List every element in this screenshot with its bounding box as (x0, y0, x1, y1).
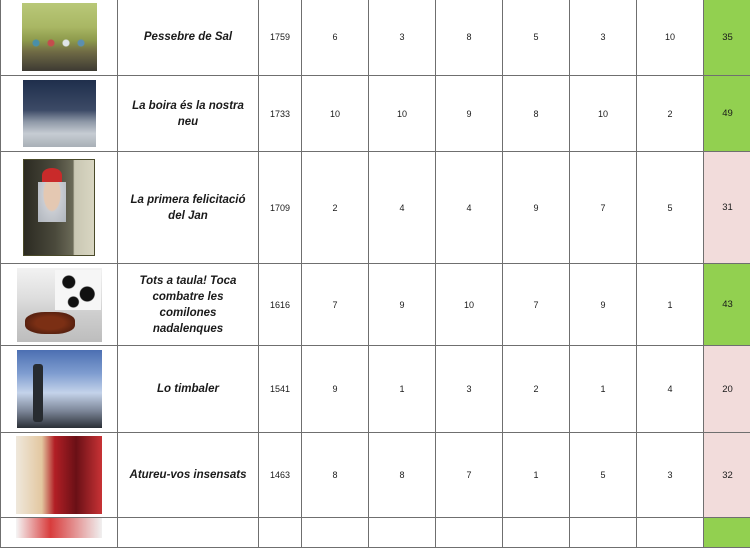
score-cell: 2 (637, 76, 704, 152)
table-row (1, 433, 750, 518)
score-cell: 9 (302, 346, 369, 433)
score-cell: 8 (302, 433, 369, 518)
score-cell: 3 (570, 0, 637, 76)
total-cell: 20 (704, 346, 750, 433)
entry-code: 1709 (259, 152, 302, 264)
score-cell: 9 (436, 76, 503, 152)
thumbnail-cell (1, 0, 118, 76)
thumbnail-cell (1, 152, 118, 264)
score-cell: 9 (570, 264, 637, 346)
entry-photo[interactable] (16, 518, 102, 538)
table-row (1, 0, 750, 76)
score-cell: 10 (436, 264, 503, 346)
score-cell (637, 518, 704, 548)
score-cell: 3 (369, 0, 436, 76)
entry-photo[interactable] (22, 3, 97, 71)
score-cell (302, 518, 369, 548)
score-cell: 4 (637, 346, 704, 433)
score-cell: 7 (436, 433, 503, 518)
entry-title: La boira és la nostra neu (118, 76, 259, 152)
score-cell: 5 (637, 152, 704, 264)
score-cell: 7 (503, 264, 570, 346)
total-cell: 32 (704, 433, 750, 518)
score-cell: 7 (302, 264, 369, 346)
entry-code: 1759 (259, 0, 302, 76)
entry-title: Lo timbaler (118, 346, 259, 433)
entry-title: La primera felicitació del Jan (118, 152, 259, 264)
entry-title: Tots a taula! Toca combatre les comilones nadalenques (118, 264, 259, 346)
entry-photo[interactable] (16, 436, 102, 514)
score-cell: 10 (637, 0, 704, 76)
score-cell: 8 (436, 0, 503, 76)
total-cell: 35 (704, 0, 750, 76)
thumbnail-cell (1, 264, 118, 346)
entry-photo[interactable] (23, 80, 96, 147)
score-cell: 1 (503, 433, 570, 518)
table-row (1, 346, 750, 433)
score-cell: 1 (637, 264, 704, 346)
entry-title: Atureu-vos insensats (118, 433, 259, 518)
score-cell: 4 (436, 152, 503, 264)
score-cell: 1 (570, 346, 637, 433)
score-cell: 8 (369, 433, 436, 518)
table-row (1, 518, 750, 548)
total-cell: 43 (704, 264, 750, 346)
thumbnail-cell (1, 76, 118, 152)
entry-code: 1541 (259, 346, 302, 433)
score-cell: 8 (503, 76, 570, 152)
entry-title (118, 518, 259, 548)
score-cell: 3 (436, 346, 503, 433)
score-cell (503, 518, 570, 548)
entry-code (259, 518, 302, 548)
score-cell: 10 (302, 76, 369, 152)
score-cell (436, 518, 503, 548)
score-cell: 2 (302, 152, 369, 264)
score-cell: 10 (369, 76, 436, 152)
table-row (1, 152, 750, 264)
entry-photo[interactable] (17, 350, 102, 428)
score-cell: 5 (503, 0, 570, 76)
entry-code: 1733 (259, 76, 302, 152)
table-row (1, 76, 750, 152)
score-cell: 1 (369, 346, 436, 433)
score-cell: 2 (503, 346, 570, 433)
score-cell: 5 (570, 433, 637, 518)
entry-code: 1463 (259, 433, 302, 518)
score-cell: 9 (503, 152, 570, 264)
score-cell (570, 518, 637, 548)
score-cell: 7 (570, 152, 637, 264)
thumbnail-cell (1, 433, 118, 518)
thumbnail-cell (1, 346, 118, 433)
total-cell: 31 (704, 152, 750, 264)
score-cell: 9 (369, 264, 436, 346)
table-row (1, 264, 750, 346)
entry-photo[interactable] (23, 159, 95, 256)
entry-title: Pessebre de Sal (118, 0, 259, 76)
score-cell: 10 (570, 76, 637, 152)
score-cell (369, 518, 436, 548)
score-cell: 3 (637, 433, 704, 518)
entry-code: 1616 (259, 264, 302, 346)
score-cell: 6 (302, 0, 369, 76)
thumbnail-cell (1, 518, 118, 548)
total-cell (704, 518, 750, 548)
entry-photo[interactable] (17, 268, 102, 342)
total-cell: 49 (704, 76, 750, 152)
score-cell: 4 (369, 152, 436, 264)
